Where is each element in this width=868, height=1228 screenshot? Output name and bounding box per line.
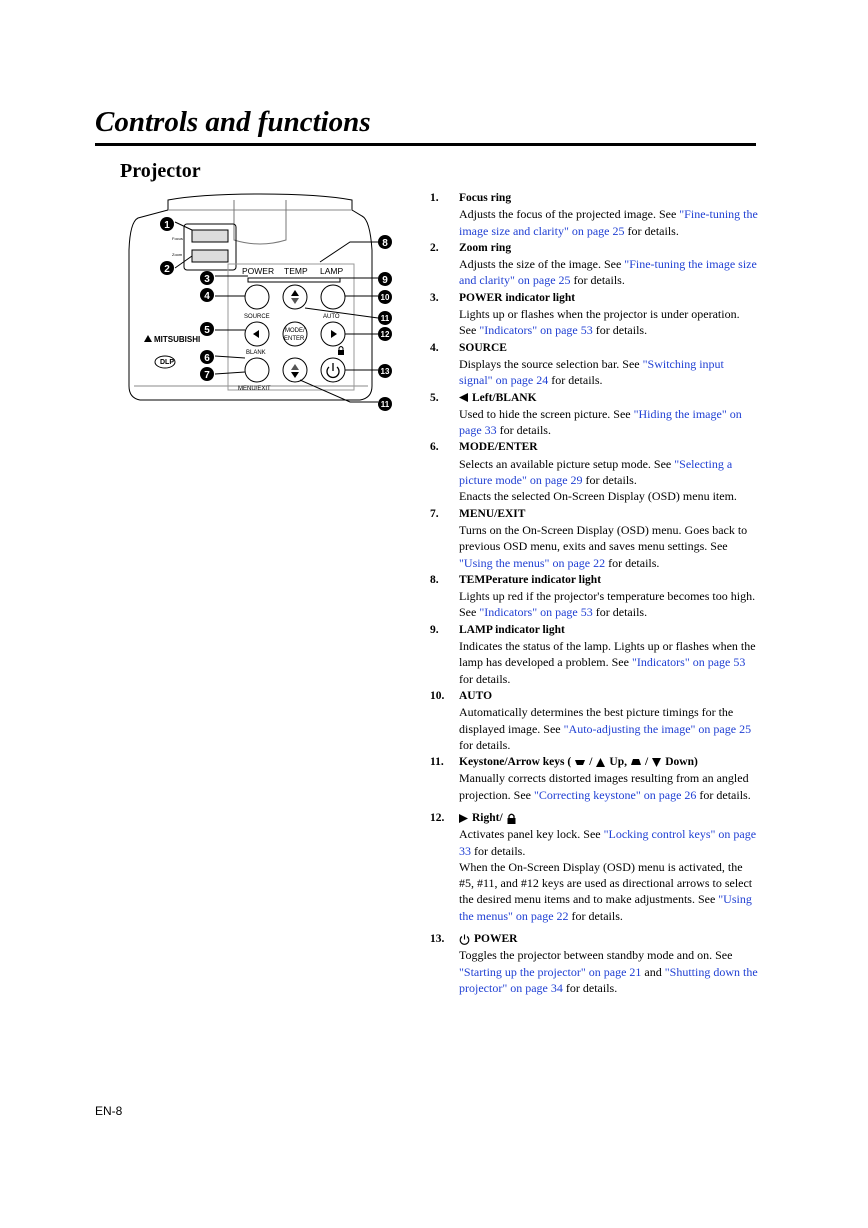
callout-13 — [378, 364, 392, 378]
item-description — [459, 456, 758, 489]
cross-reference-link[interactable]: "Shutting down the projector" on page 34 — [459, 964, 758, 995]
zoom-label: Zoom — [172, 252, 183, 257]
body-text: Adjusts the focus of the projected image. See — [459, 207, 680, 222]
callout-10 — [378, 290, 392, 304]
callout-2 — [160, 261, 174, 275]
item-title — [459, 622, 565, 638]
item-title-text: Focus ring — [459, 192, 512, 204]
left-arrow-icon — [459, 393, 468, 402]
cross-reference-link[interactable]: "Auto-adjusting the image" on page 25 — [563, 721, 752, 736]
list-item — [430, 190, 758, 239]
body-text: Turns on the On-Screen Display (OSD) menu. Goes back to previous OSD menu, exits and saves menu settings. See — [459, 522, 748, 554]
body-text: for details. — [562, 980, 618, 995]
item-title — [459, 290, 575, 306]
item-title — [459, 439, 538, 455]
item-description — [459, 859, 758, 924]
item-number: 2. — [430, 241, 439, 254]
body-text: and — [641, 964, 665, 979]
lock-icon — [507, 813, 516, 824]
item-description — [459, 638, 758, 687]
item-description — [459, 356, 758, 389]
item-number: 12. — [430, 811, 445, 824]
cross-reference-link[interactable]: "Indicators" on page 53 — [479, 323, 593, 338]
cross-reference-link[interactable]: "Selecting a picture mode" on page 29 — [459, 456, 733, 488]
item-title — [459, 931, 517, 947]
body-text: Used to hide the screen picture. See — [459, 406, 634, 421]
item-number: 3. — [430, 291, 439, 304]
up-arrow-icon — [596, 758, 605, 767]
body-text: for details. — [592, 605, 648, 620]
callout-9 — [378, 272, 392, 286]
indicator-lamp-label: LAMP — [320, 266, 344, 276]
body-text: Selects an available picture setup mode. See — [459, 456, 675, 471]
controls-list — [430, 190, 758, 997]
callouts — [160, 217, 392, 411]
body-text: for details. — [624, 223, 679, 238]
svg-text:1: 1 — [164, 220, 170, 231]
item-number: 7. — [430, 507, 439, 520]
item-title-text: POWER — [474, 933, 518, 946]
brand-logo-icon — [144, 335, 152, 342]
body-text: Displays the source selection bar. See — [459, 356, 643, 371]
list-item — [430, 506, 758, 571]
item-title-text: Left/BLANK — [472, 391, 537, 404]
item-description — [459, 522, 758, 571]
right-arrow-icon — [459, 814, 468, 823]
lock-icon — [338, 347, 344, 356]
item-title-text: Right/ — [472, 811, 503, 824]
item-title — [459, 810, 516, 826]
body-text: for details. — [696, 787, 751, 802]
body-text: for details. — [582, 473, 637, 488]
list-item — [430, 810, 758, 930]
cross-reference-link[interactable]: "Using the menus" on page 22 — [459, 892, 752, 923]
cross-reference-link[interactable]: "Fine-tuning the image size and clarity" on page 25 — [459, 207, 758, 238]
body-text: Toggles the projector between standby mode and on. See — [459, 948, 733, 963]
item-number: 13. — [430, 933, 445, 946]
item-description — [459, 770, 758, 803]
item-title — [459, 390, 537, 406]
body-text: Activates panel key lock. See — [459, 827, 604, 842]
title-part: Keystone/Arrow keys ( — [459, 756, 572, 769]
cross-reference-link[interactable]: "Using the menus" on page 22 — [459, 555, 606, 570]
item-description — [459, 588, 758, 621]
list-item — [430, 931, 758, 996]
projector-diagram — [120, 190, 410, 420]
item-title — [459, 754, 698, 770]
callout-12 — [378, 327, 392, 341]
item-number: 1. — [430, 192, 439, 204]
body-text: for details. — [570, 273, 625, 288]
focus-label: Focus — [172, 236, 183, 241]
list-item — [430, 390, 758, 439]
keystone-icon — [575, 758, 585, 766]
svg-text:6: 6 — [204, 353, 210, 364]
item-number: 8. — [430, 573, 439, 586]
list-item — [430, 290, 758, 339]
item-title — [459, 340, 507, 356]
item-title-text: AUTO — [459, 689, 493, 702]
body-text: for details. — [605, 555, 660, 570]
item-number: 9. — [430, 623, 439, 636]
callout-3 — [200, 271, 214, 285]
cross-reference-link[interactable]: "Switching input signal" on page 24 — [459, 356, 724, 388]
item-title — [459, 688, 492, 704]
cross-reference-link[interactable]: "Fine-tuning the image size and clarity" on page 25 — [459, 257, 757, 288]
item-description — [459, 206, 758, 239]
item-description — [459, 256, 758, 289]
callout-4 — [200, 288, 214, 302]
item-title — [459, 190, 511, 206]
body-text: Indicates the status of the lamp. Lights up or flashes when the lamp has developed a problem. See — [459, 639, 756, 670]
svg-text:9: 9 — [382, 275, 388, 286]
title-part: Down) — [665, 756, 698, 769]
svg-text:11: 11 — [380, 400, 390, 409]
item-number: 6. — [430, 441, 439, 454]
item-title-text: TEMPerature indicator light — [459, 573, 602, 586]
mode-label-1: MODE/ — [285, 328, 305, 334]
body-text: When the On-Screen Display (OSD) menu is activated, the #5, #11, and #12 keys are used as directional arrows to select the desired menu items and to make adjustments. See — [459, 859, 753, 907]
item-title-text: MENU/EXIT — [459, 507, 526, 520]
list-item — [430, 622, 758, 687]
body-text: Lights up or flashes when the projector is under operation. See — [459, 307, 740, 338]
list-item — [430, 340, 758, 389]
item-description — [459, 704, 758, 753]
power-icon — [459, 934, 470, 945]
body-text: Lights up red if the projector's temperature becomes too high. See — [459, 589, 756, 620]
body-text: Automatically determines the best picture timings for the displayed image. See — [459, 705, 734, 736]
item-title — [459, 506, 525, 522]
body-text: for details. — [568, 908, 623, 923]
body-text: for details. — [548, 373, 603, 388]
indicator-power-label: POWER — [242, 266, 275, 276]
item-title-text: Zoom ring — [459, 241, 512, 254]
item-title — [459, 240, 511, 256]
svg-text:7: 7 — [204, 370, 210, 381]
item-number: 4. — [430, 341, 439, 354]
auto-label: AUTO — [323, 314, 340, 320]
svg-text:2: 2 — [164, 264, 170, 275]
item-description — [459, 488, 758, 504]
dlp-logo-text: DLP — [160, 359, 174, 366]
item-description — [459, 826, 758, 859]
cross-reference-link[interactable]: "Locking control keys" on page 33 — [459, 827, 757, 858]
item-number: 10. — [430, 689, 445, 702]
svg-text:4: 4 — [204, 291, 210, 302]
callout-8 — [378, 235, 392, 249]
item-number: 5. — [430, 391, 439, 404]
svg-text:8: 8 — [382, 238, 388, 249]
callout-5 — [200, 322, 214, 336]
cross-reference-link[interactable]: "Correcting keystone" on page 26 — [533, 787, 697, 802]
source-label: SOURCE — [244, 314, 270, 320]
menu-exit-label: MENU/EXIT — [238, 386, 271, 392]
callout-11-bottom — [378, 397, 392, 411]
brand-logo-text: MITSUBISHI — [154, 335, 201, 344]
svg-text:5: 5 — [204, 325, 210, 336]
body-text: Manually corrects distorted images resulting from an angled projection. See — [459, 771, 749, 802]
title-rule — [95, 143, 756, 146]
page-title: Controls and functions — [95, 106, 371, 138]
callout-1 — [160, 217, 174, 231]
list-item — [430, 754, 758, 809]
list-item — [430, 572, 758, 621]
body-text: Adjusts the size of the image. See — [459, 257, 625, 272]
page-number: EN-8 — [95, 1104, 123, 1118]
indicator-temp-label: TEMP — [284, 266, 308, 276]
callout-6 — [200, 350, 214, 364]
svg-text:13: 13 — [380, 367, 390, 376]
svg-text:10: 10 — [380, 293, 390, 302]
body-text: for details. — [592, 323, 648, 338]
item-description — [459, 406, 758, 439]
section-subtitle: Projector — [120, 160, 201, 182]
item-description — [459, 306, 758, 339]
item-number: 11. — [430, 756, 444, 769]
title-part: / — [589, 756, 593, 769]
blank-label: BLANK — [246, 350, 266, 356]
body-text: for details. — [459, 671, 511, 686]
cross-reference-link[interactable]: "Indicators" on page 53 — [479, 605, 593, 620]
cross-reference-link[interactable]: "Hiding the image" on page 33 — [459, 406, 742, 438]
callout-7 — [200, 367, 214, 381]
title-part: / — [645, 756, 649, 769]
body-text: for details. — [459, 737, 511, 752]
item-title-text: MODE/ENTER — [459, 441, 538, 454]
title-part: Up, — [609, 756, 627, 769]
keystone-icon — [631, 758, 641, 766]
svg-text:11: 11 — [380, 314, 390, 323]
item-title-text: POWER indicator light — [459, 291, 576, 304]
svg-text:3: 3 — [204, 274, 210, 285]
body-text: Enacts the selected On-Screen Display (OSD) menu item. — [459, 489, 737, 504]
list-item — [430, 439, 758, 504]
cross-reference-link[interactable]: "Indicators" on page 53 — [631, 655, 746, 670]
item-description — [459, 947, 758, 996]
item-title — [459, 572, 601, 588]
body-text: for details. — [471, 843, 526, 858]
list-item — [430, 240, 758, 289]
mode-label-2: ENTER — [284, 336, 305, 342]
item-title-text: LAMP indicator light — [459, 623, 565, 636]
item-title-text: SOURCE — [459, 341, 507, 354]
callout-11-top — [378, 311, 392, 325]
body-text: for details. — [496, 423, 551, 438]
list-item — [430, 688, 758, 753]
svg-text:12: 12 — [380, 330, 390, 339]
cross-reference-link[interactable]: "Starting up the projector" on page 21 — [459, 964, 642, 979]
down-arrow-icon — [652, 758, 661, 767]
